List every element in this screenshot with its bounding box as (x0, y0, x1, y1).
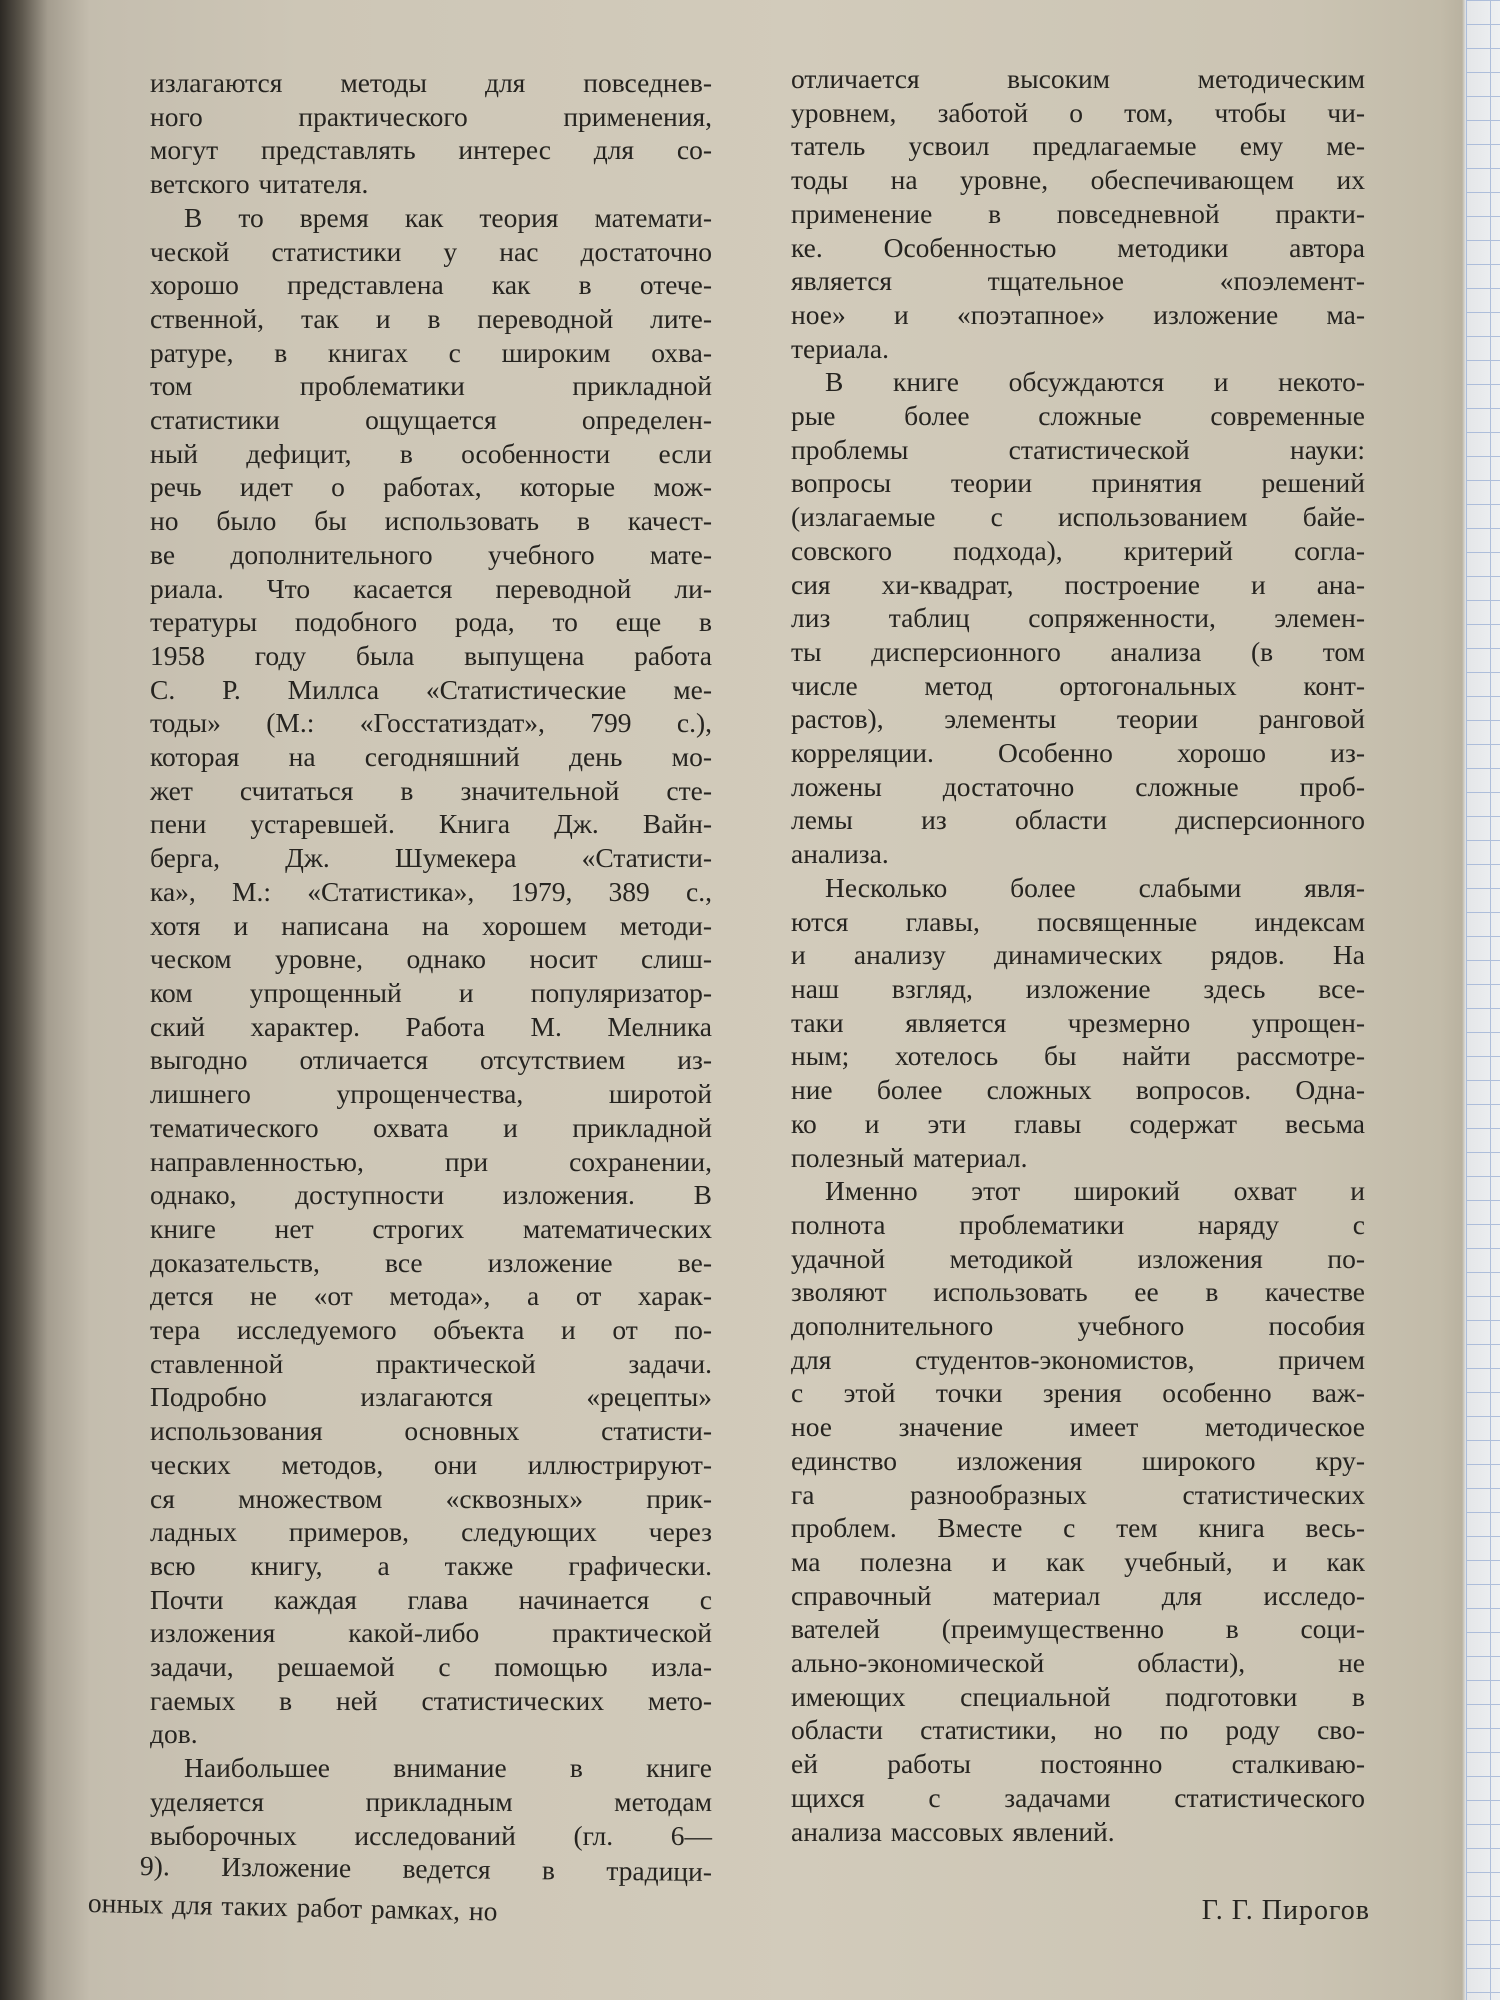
text-line: уровнем, заботой о том, чтобы чи- (791, 96, 1365, 128)
text-line: ально-экономической области), не (791, 1647, 1365, 1679)
text-line: ладных примеров, следующих через (150, 1516, 712, 1548)
text-line: щихся с задачами статистического (791, 1781, 1365, 1813)
text-line: растов), элементы теории ранговой (791, 703, 1365, 735)
text-line: ный дефицит, в особенности если (150, 437, 712, 469)
text-line: для студентов-экономистов, причем (791, 1343, 1365, 1375)
author-signature: Г. Г. Пирогов (1201, 1895, 1370, 1926)
text-line: ным; хотелось бы найти рассмотре- (791, 1040, 1365, 1072)
paragraph (791, 871, 1365, 1174)
text-line: имеющих специальной подготовки в (791, 1680, 1365, 1712)
text-line: лиз таблиц сопряженности, элемен- (791, 602, 1365, 634)
text-line: ческом уровне, однако носит слиш- (150, 943, 712, 975)
text-line: справочный материал для исследо- (791, 1579, 1365, 1611)
text-line: риала. Что касается переводной ли- (150, 572, 712, 604)
text-line: берга, Дж. Шумекера «Статисти- (150, 842, 712, 874)
text-line: том проблематики прикладной (150, 370, 712, 402)
right-text-column (791, 62, 1365, 1848)
text-line: лемы из области дисперсионного (791, 804, 1365, 836)
text-line: проблемы статистической науки: (791, 433, 1365, 465)
text-line: хотя и написана на хорошем методи- (150, 909, 712, 941)
text-line: задачи, решаемой с помощью изла- (150, 1651, 712, 1683)
text-line: ются главы, посвященные индексам (791, 905, 1365, 937)
text-line: доказательств, все изложение ве- (150, 1246, 712, 1278)
text-line: ное значение имеет методическое (791, 1411, 1365, 1443)
text-line: лишнего упрощенчества, широтой (150, 1078, 712, 1110)
text-line: Наибольшее внимание в книге (184, 1752, 712, 1784)
text-line: тематического охвата и прикладной (150, 1111, 712, 1143)
text-line: 1958 году была выпущена работа (150, 639, 712, 671)
paragraph (150, 201, 712, 1751)
text-line: проблем. Вместе с тем книга весь- (791, 1512, 1365, 1544)
text-line: Подробно излагаются «рецепты» (150, 1381, 712, 1413)
text-line: тера исследуемого объекта и от по- (150, 1314, 712, 1346)
text-line: которая на сегодняшний день мо- (150, 741, 712, 773)
text-line: но было бы использовать в качест- (150, 505, 712, 537)
text-line: рые более сложные современные (791, 400, 1365, 432)
text-line: ственной, так и в переводной лите- (150, 302, 712, 334)
text-line: корреляции. Особенно хорошо из- (791, 737, 1365, 769)
text-line: совского подхода), критерий согла- (791, 534, 1365, 566)
text-line: уделяется прикладным методам (150, 1785, 712, 1817)
text-line: области статистики, но по роду сво- (791, 1714, 1365, 1746)
text-line: Почти каждая глава начинается с (150, 1583, 712, 1615)
text-line: дов. (150, 1718, 198, 1750)
text-line: выборочных исследований (гл. 6— (150, 1819, 712, 1851)
text-line: числе метод ортогональных конт- (791, 669, 1365, 701)
text-line: гаемых в ней статистических мето- (150, 1684, 712, 1716)
text-line: полезный материал. (791, 1141, 1028, 1173)
text-line: ческой статистики у нас достаточно (150, 235, 712, 267)
paragraph (791, 365, 1365, 871)
text-line: однако, доступности изложения. В (150, 1179, 712, 1211)
text-line: зволяют использовать ее в качестве (791, 1276, 1365, 1308)
text-line: С. Р. Миллса «Статистические ме- (150, 673, 712, 705)
text-line: вопросы теории принятия решений (791, 467, 1365, 499)
text-line: книге нет строгих математических (150, 1212, 712, 1244)
text-line: ком упрощенный и популяризатор- (150, 976, 712, 1008)
text-line: выгодно отличается отсутствием из- (150, 1044, 712, 1076)
text-line: могут представлять интерес для со- (150, 134, 712, 166)
text-line: речь идет о работах, которые мож- (150, 471, 712, 503)
text-line: применение в повседневной практи- (791, 197, 1365, 229)
text-line: единство изложения широкого кру- (791, 1444, 1365, 1476)
paragraph (87, 1751, 713, 1927)
text-line: статистики ощущается определен- (150, 404, 712, 436)
text-line: ратуре, в книгах с широким охва- (150, 336, 712, 368)
text-line: ко и эти главы содержат весьма (791, 1107, 1365, 1139)
text-line: таки является чрезмерно упрощен- (791, 1006, 1365, 1038)
text-line: га разнообразных статистических (791, 1478, 1365, 1510)
text-line: удачной методикой изложения по- (791, 1242, 1365, 1274)
text-line: ке. Особенностью методики автора (791, 231, 1365, 263)
text-line: В то время как теория математи- (184, 201, 712, 233)
paragraph (791, 62, 1365, 365)
paragraph (791, 1174, 1365, 1848)
text-line: ветского читателя. (150, 168, 369, 200)
text-line: тоды» (М.: «Госстатиздат», 799 с.), (150, 707, 712, 739)
text-line: ский характер. Работа М. Мелника (150, 1010, 712, 1042)
text-line: ние более сложных вопросов. Одна- (791, 1074, 1365, 1106)
text-line: излагаются методы для повседнев- (150, 67, 712, 98)
text-line: тературы подобного рода, то еще в (150, 606, 712, 638)
text-line: дется не «от метода», а от харак- (150, 1280, 712, 1312)
text-line: дополнительного учебного пособия (791, 1310, 1365, 1342)
text-line: ты дисперсионного анализа (в том (791, 635, 1365, 667)
text-line: жет считаться в значительной сте- (150, 774, 712, 806)
text-line: ма полезна и как учебный, и как (791, 1545, 1365, 1577)
text-line: и анализу динамических рядов. На (791, 939, 1365, 971)
text-line: ве дополнительного учебного мате- (150, 538, 712, 570)
text-line: ного практического применения, (150, 100, 712, 132)
text-line: (излагаемые с использованием байе- (791, 501, 1365, 533)
text-line: териала. (791, 332, 889, 364)
text-line: полнота проблематики наряду с (791, 1208, 1365, 1240)
text-line: вателей (преимущественно в соци- (791, 1613, 1365, 1645)
text-line: хорошо представлена как в отече- (150, 269, 712, 301)
text-line: анализа. (791, 838, 889, 870)
text-line: с этой точки зрения особенно важ- (791, 1377, 1365, 1409)
text-line: отличается высоким методическим (791, 63, 1365, 94)
text-line: Несколько более слабыми явля- (825, 871, 1365, 903)
text-line: тоды на уровне, обеспечивающем их (791, 164, 1365, 196)
text-line: 9). Изложение ведется в традици- (139, 1850, 713, 1888)
text-line: наш взгляд, изложение здесь все- (791, 972, 1365, 1004)
paragraph (150, 66, 712, 201)
graph-paper-edge (1466, 0, 1500, 2000)
text-line: анализа массовых явлений. (791, 1815, 1115, 1847)
text-line: ческих методов, они иллюстрируют- (150, 1448, 712, 1480)
text-line: использования основных статисти- (150, 1415, 712, 1447)
text-line: ей работы постоянно сталкиваю- (791, 1748, 1365, 1780)
text-line: ставленной практической задачи. (150, 1347, 712, 1379)
text-line: ка», М.: «Статистика», 1979, 389 с., (150, 875, 712, 907)
text-line: ное» и «поэтапное» изложение ма- (791, 298, 1365, 330)
text-line: сия хи-квадрат, построение и ана- (791, 568, 1365, 600)
left-text-column (87, 66, 713, 1927)
text-line: татель усвоил предлагаемые ему ме- (791, 130, 1365, 162)
text-line: онных для таких работ рамках, но (87, 1886, 498, 1927)
text-line: изложения какой-либо практической (150, 1617, 712, 1649)
text-line: направленностью, при сохранении, (150, 1145, 712, 1177)
text-line: ся множеством «сквозных» прик- (150, 1482, 712, 1514)
text-line: является тщательное «поэлемент- (791, 265, 1365, 297)
text-line: пени устаревшей. Книга Дж. Вайн- (150, 808, 712, 840)
text-line: ложены достаточно сложные проб- (791, 770, 1365, 802)
text-line: всю книгу, а также графически. (150, 1549, 712, 1581)
text-line: В книге обсуждаются и некото- (825, 366, 1365, 398)
text-line: Именно этот широкий охват и (825, 1175, 1365, 1207)
